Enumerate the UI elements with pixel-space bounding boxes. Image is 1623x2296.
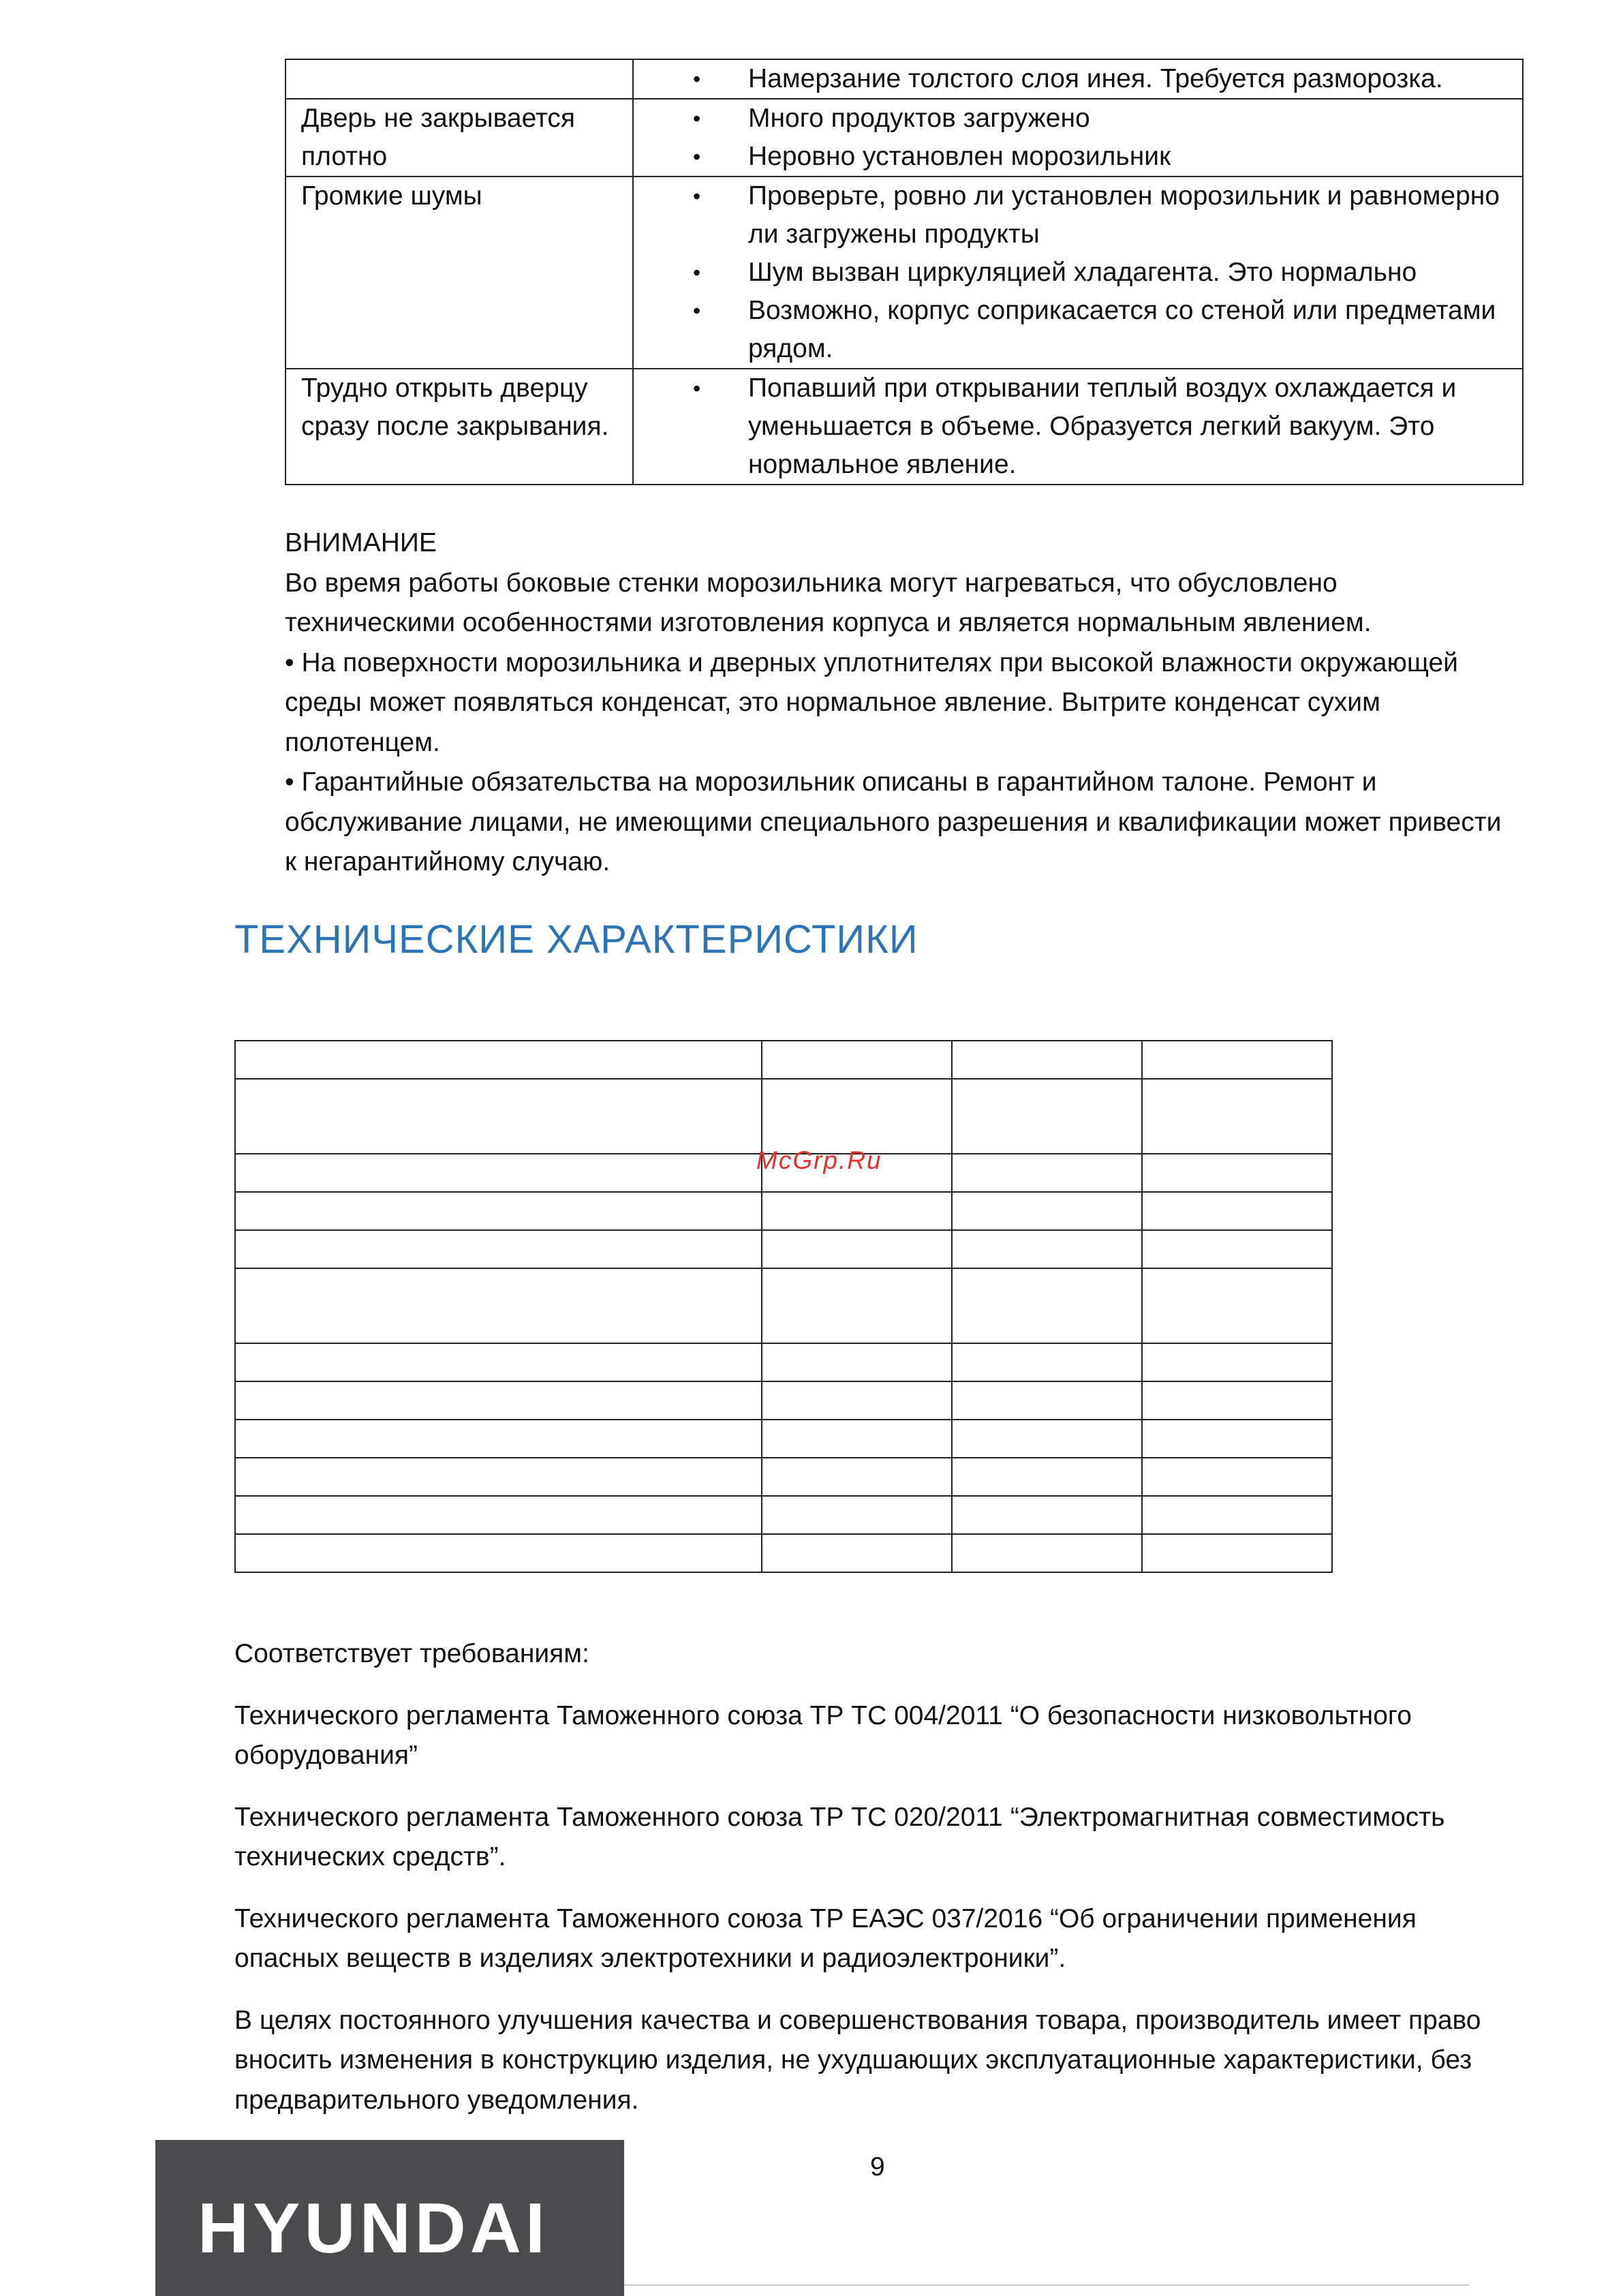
table-row [235, 1192, 1332, 1230]
table-row [235, 1496, 1332, 1534]
table-cell [1142, 1420, 1332, 1458]
table-row [235, 1041, 1332, 1079]
attention-section [285, 523, 1511, 883]
list-item: • Возможно, корпус соприкасается со стеной или предметами рядом. [634, 292, 1513, 368]
causes-cell [633, 59, 1523, 99]
table-cell [762, 1041, 952, 1079]
table-cell [762, 1381, 952, 1420]
compliance-item: Технического регламента Таможенного союза ТР ЕАЭС 037/2016 “Об ограничении применения опасных веществ в изделиях электротехники и радиоэлектроники”. [234, 1903, 1417, 1973]
table-cell [1142, 1192, 1332, 1230]
problem-cell: Трудно открыть дверцу сразу после закрывания. [285, 369, 633, 485]
compliance-item: Технического регламента Таможенного союза ТР ТС 020/2011 “Электромагнитная совместимость технических средств”. [234, 1802, 1445, 1871]
causes-cell [633, 99, 1523, 177]
page-number: 9 [870, 2152, 885, 2182]
bullet-icon: • [693, 144, 701, 169]
table-cell [762, 1496, 952, 1534]
list-item: • Много продуктов загружено [634, 100, 1513, 138]
table-cell [1142, 1343, 1332, 1381]
problem-cell [285, 59, 633, 99]
compliance-intro: Соответствует требованиям: [234, 1639, 589, 1668]
bullet-icon: • [693, 376, 701, 401]
table-cell [235, 1534, 762, 1572]
troubleshooting-table [285, 59, 1524, 485]
table-cell [1142, 1230, 1332, 1268]
table-cell [952, 1268, 1142, 1343]
table-cell [235, 1381, 762, 1420]
table-row [235, 1420, 1332, 1458]
table-cell [1142, 1534, 1332, 1572]
table-row [285, 99, 1523, 177]
table-cell [762, 1079, 952, 1154]
table-row [235, 1381, 1332, 1420]
table-cell [1142, 1041, 1332, 1079]
table-cell [235, 1154, 762, 1192]
list-item: • Шум вызван циркуляцией хладагента. Это нормально [634, 254, 1513, 292]
table-row [285, 369, 1523, 485]
bullet-icon: • [693, 260, 701, 285]
list-item: • Проверьте, ровно ли установлен морозильник и равномерно ли загружены продукты [634, 177, 1513, 254]
list-item: • Неровно установлен морозильник [634, 138, 1513, 176]
attention-title: ВНИМАНИЕ [285, 528, 437, 557]
table-row [285, 177, 1523, 369]
table-cell [1142, 1154, 1332, 1192]
table-cell [1142, 1381, 1332, 1420]
brand-logo [155, 2140, 624, 2296]
table-cell [762, 1343, 952, 1381]
table-cell [952, 1458, 1142, 1496]
table-cell [235, 1496, 762, 1534]
table-cell [235, 1343, 762, 1381]
specifications-table [234, 1040, 1333, 1573]
table-cell [235, 1230, 762, 1268]
table-cell [762, 1192, 952, 1230]
section-heading: ТЕХНИЧЕСКИЕ ХАРАКТЕРИСТИКИ [234, 917, 918, 962]
logo-text: HYUNDAI [198, 2189, 549, 2268]
table-cell [235, 1079, 762, 1154]
table-cell [762, 1420, 952, 1458]
footer-divider [624, 2284, 1469, 2286]
table-cell [1142, 1496, 1332, 1534]
bullet-icon: • [693, 106, 701, 131]
table-cell [952, 1079, 1142, 1154]
table-cell [762, 1268, 952, 1343]
problem-cell: Громкие шумы [285, 177, 633, 369]
table-cell [235, 1458, 762, 1496]
table-row [235, 1230, 1332, 1268]
table-cell [952, 1192, 1142, 1230]
table-cell [952, 1230, 1142, 1268]
table-cell [952, 1154, 1142, 1192]
bullet-icon: • [693, 184, 701, 209]
table-row [235, 1343, 1332, 1381]
table-cell [235, 1420, 762, 1458]
table-row [235, 1458, 1332, 1496]
table-cell [1142, 1079, 1332, 1154]
causes-cell [633, 177, 1523, 369]
attention-paragraph: Во время работы боковые стенки морозильника могут нагреваться, что обусловлено техническими особенностями изготовления корпуса и является нормальным явлением. [285, 568, 1372, 637]
table-row [235, 1534, 1332, 1572]
table-cell [952, 1534, 1142, 1572]
table-row [285, 59, 1523, 99]
table-cell [1142, 1268, 1332, 1343]
table-cell [952, 1420, 1142, 1458]
table-row [235, 1268, 1332, 1343]
table-row [235, 1079, 1332, 1154]
table-cell [235, 1192, 762, 1230]
compliance-item: Технического регламента Таможенного союза ТР ТС 004/2011 “О безопасности низковольтного оборудования” [234, 1700, 1412, 1770]
table-cell [762, 1458, 952, 1496]
list-item: • Попавший при открывании теплый воздух охлаждается и уменьшается в объеме. Образуется легкий вакуум. Это нормальное явление. [634, 369, 1513, 484]
table-cell [952, 1381, 1142, 1420]
manufacturer-notice: В целях постоянного улучшения качества и совершенствования товара, производитель имеет право вносить изменения в конструкцию изделия, не ухудшающих эксплуатационные характеристики, без предварительного уведомления. [234, 2005, 1481, 2115]
table-cell [235, 1041, 762, 1079]
table-cell [1142, 1458, 1332, 1496]
table-cell [762, 1534, 952, 1572]
attention-paragraph: • На поверхности морозильника и дверных уплотнителях при высокой влажности окружающей среды может появляться конденсат, это нормальное явление. Вытрите конденсат сухим полотенцем. [285, 647, 1458, 757]
table-cell [952, 1041, 1142, 1079]
problem-cell: Дверь не закрывается плотно [285, 99, 633, 177]
table-cell [235, 1268, 762, 1343]
bullet-icon: • [693, 67, 701, 91]
watermark-text: McGrp.Ru [756, 1146, 882, 1174]
compliance-section [234, 1634, 1502, 2142]
bullet-icon: • [693, 299, 701, 323]
attention-paragraph: • Гарантийные обязательства на морозильник описаны в гарантийном талоне. Ремонт и обслуживание лицами, не имеющими специального разрешения и квалификации может привести к негарантийному случаю. [285, 767, 1502, 876]
causes-cell [633, 369, 1523, 485]
table-cell [952, 1343, 1142, 1381]
list-item: • Намерзание толстого слоя инея. Требуется разморозка. [634, 60, 1513, 98]
table-cell [762, 1230, 952, 1268]
table-cell [952, 1496, 1142, 1534]
